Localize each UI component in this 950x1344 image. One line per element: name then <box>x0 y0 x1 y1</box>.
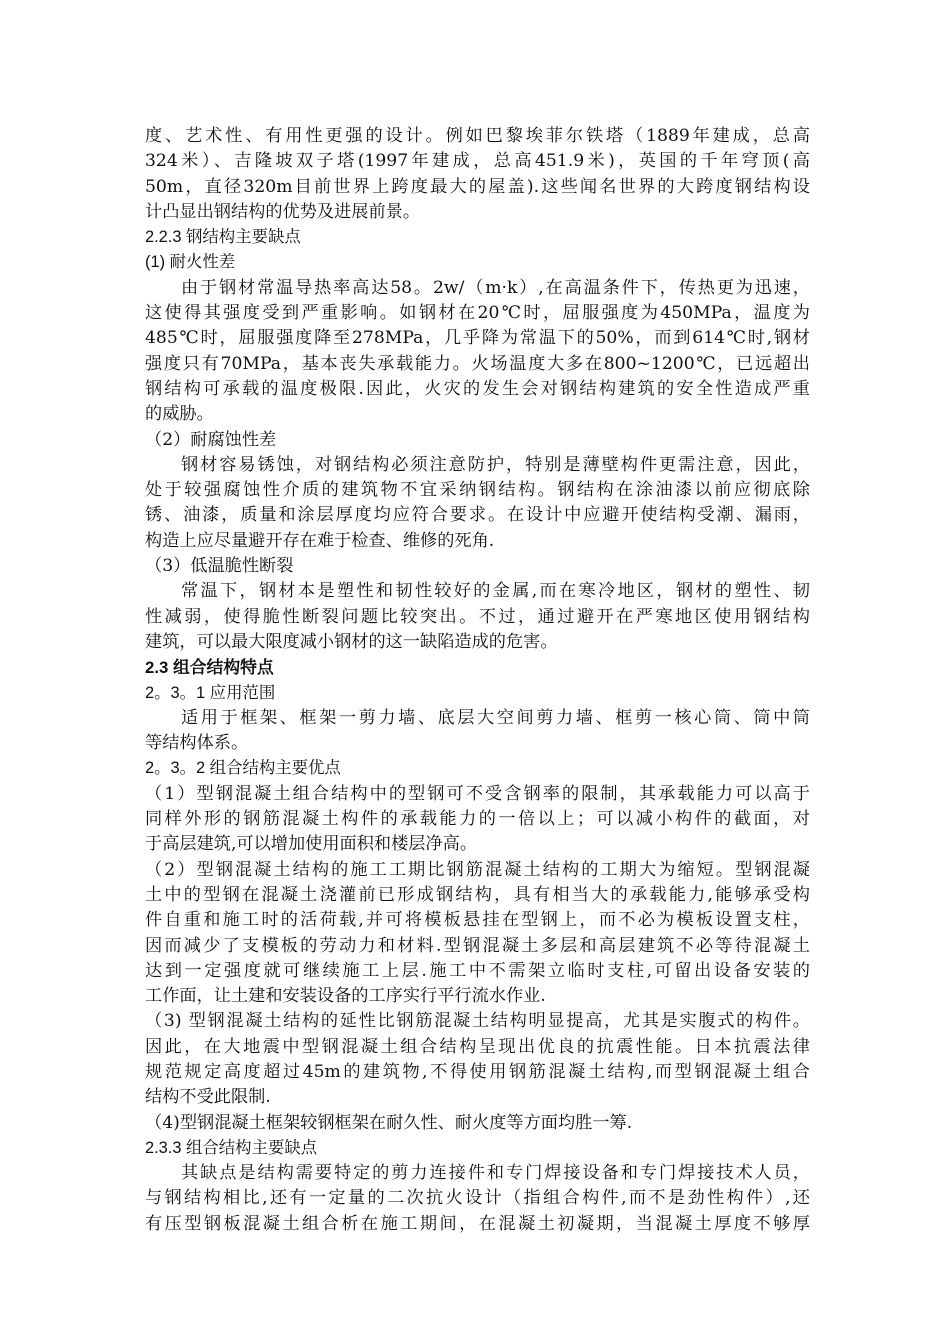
text-line: 有压型钢板混凝土组合析在施工期间，在混凝土初凝期，当混凝土厚度不够厚 <box>145 1213 810 1234</box>
text-line: 计凸显出钢结构的优势及进展前景。 <box>145 201 421 222</box>
text-line: 2.3 组合结构特点 <box>145 658 274 678</box>
text-line: 达到一定强度就可继续施工上层.施工中不需架立临时支柱,可留出设备安装的 <box>145 960 810 981</box>
text-line: (1) 耐火性差 <box>145 253 236 272</box>
text-line: 锈、油漆，质量和涂层厚度均应符合要求。在设计中应避开使结构受潮、漏雨， <box>145 505 810 526</box>
text-line: 工作面，让土建和安装设备的工序实行平行流水作业. <box>145 986 546 1007</box>
text-line: 于高层建筑,可以增加使用面积和楼层净高。 <box>145 834 478 855</box>
text-line: 这使得其强度受到严重影响。如钢材在20℃时，屈服强度为450MPa，温度为 <box>145 303 810 324</box>
text-line: 强度只有70MPa，基本丧失承载能力。火场温度大多在800~1200℃，已远超出 <box>145 353 810 374</box>
text-line: 与钢结构相比,还有一定量的二次抗火设计（指组合构件,而不是劲性构件）,还 <box>145 1188 810 1209</box>
text-line: 同样外形的钢筋混凝土构件的承载能力的一倍以上；可以减小构件的截面，对 <box>145 809 810 830</box>
text-line: 规范规定高度超过45m的建筑物,不得使用钢筋混凝土结构,而型钢混凝土组合 <box>145 1061 810 1082</box>
text-line: 件自重和施工时的活荷载,并可将模板悬挂在型钢上，而不必为模板设置支柱， <box>145 910 810 931</box>
text-line: 土中的型钢在混凝土浇灌前已形成钢结构，具有相当大的承载能力,能够承受构 <box>145 884 810 905</box>
text-line: 50m，直径320m目前世界上跨度最大的屋盖).这些闻名世界的大跨度钢结构设 <box>145 176 810 197</box>
text-line: 2。3。2 组合结构主要优点 <box>145 759 341 778</box>
text-line: 2.2.3 钢结构主要缺点 <box>145 228 301 247</box>
text-line: 处于较强腐蚀性介质的建筑物不宜采纳钢结构。钢结构在涂油漆以前应彻底除 <box>145 480 810 501</box>
text-line: 度、艺术性、有用性更强的设计。例如巴黎埃菲尔铁塔（1889年建成，总高 <box>145 126 810 146</box>
text-line: 常温下，钢材本是塑性和韧性较好的金属,而在寒冷地区，钢材的塑性、韧 <box>181 581 810 602</box>
text-line: 因此，在大地震中型钢混凝土组合结构呈现出优良的抗震性能。日本抗震法律 <box>145 1036 810 1057</box>
text-line: 485℃时，屈服强度降至278MPa，几乎降为常温下的50%，而到614℃时,钢材 <box>145 328 810 349</box>
text-line: 钢结构可承载的温度极限.因此，火灾的发生会对钢结构建筑的安全性造成严重 <box>145 378 810 399</box>
text-line: 适用于框架、框架一剪力墙、底层大空间剪力墙、框剪一核心筒、筒中筒 <box>181 707 810 728</box>
text-line: （3) 型钢混凝土结构的延性比钢筋混凝土结构明显提高，尤其是实腹式的构件。 <box>145 1011 810 1032</box>
text-line: 因而减少了支模板的劳动力和材料.型钢混凝土多层和高层建筑不必等待混凝土 <box>145 935 810 956</box>
text-line: （4)型钢混凝土框架较钢框架在耐久性、耐火度等方面均胜一筹. <box>145 1112 633 1133</box>
text-line: 的威胁。 <box>145 404 214 425</box>
text-line: （2）型钢混凝土结构的施工工期比钢筋混凝土结构的工期大为缩短。型钢混凝 <box>145 859 810 880</box>
text-line: （3）低温脆性断裂 <box>145 556 294 577</box>
text-line: 性减弱，使得脆性断裂问题比较突出。不过，通过避开在严寒地区使用钢结构 <box>145 606 810 627</box>
text-line: 结构不受此限制. <box>145 1087 271 1108</box>
text-line: 其缺点是结构需要特定的剪力连接件和专门焊接设备和专门焊接技术人员， <box>181 1163 810 1184</box>
text-line: 2.3.3 组合结构主要缺点 <box>145 1138 318 1157</box>
text-line: 等结构体系。 <box>145 733 249 754</box>
text-line: 建筑，可以最大限度减小钢材的这一缺陷造成的危害。 <box>145 631 558 652</box>
text-line: 由于钢材常温导热率高达58。2w/（m·k）,在高温条件下，传热更为迅速， <box>181 277 810 298</box>
document-page <box>145 124 810 1237</box>
text-line: 钢材容易锈蚀，对钢结构必须注意防护，特别是薄壁构件更需注意，因此， <box>181 454 810 475</box>
text-line: 构造上应尽量避开存在难于检查、维修的死角. <box>145 530 495 551</box>
text-line: （2）耐腐蚀性差 <box>145 429 277 450</box>
text-line: （1）型钢混凝土组合结构中的型钢可不受含钢率的限制，其承载能力可以高于 <box>145 783 810 804</box>
text-line: 324米）、吉隆坡双子塔(1997年建成，总高451.9米)，英国的千年穹顶(高 <box>145 151 810 172</box>
text-line: 2。3。1 应用范围 <box>145 683 276 702</box>
